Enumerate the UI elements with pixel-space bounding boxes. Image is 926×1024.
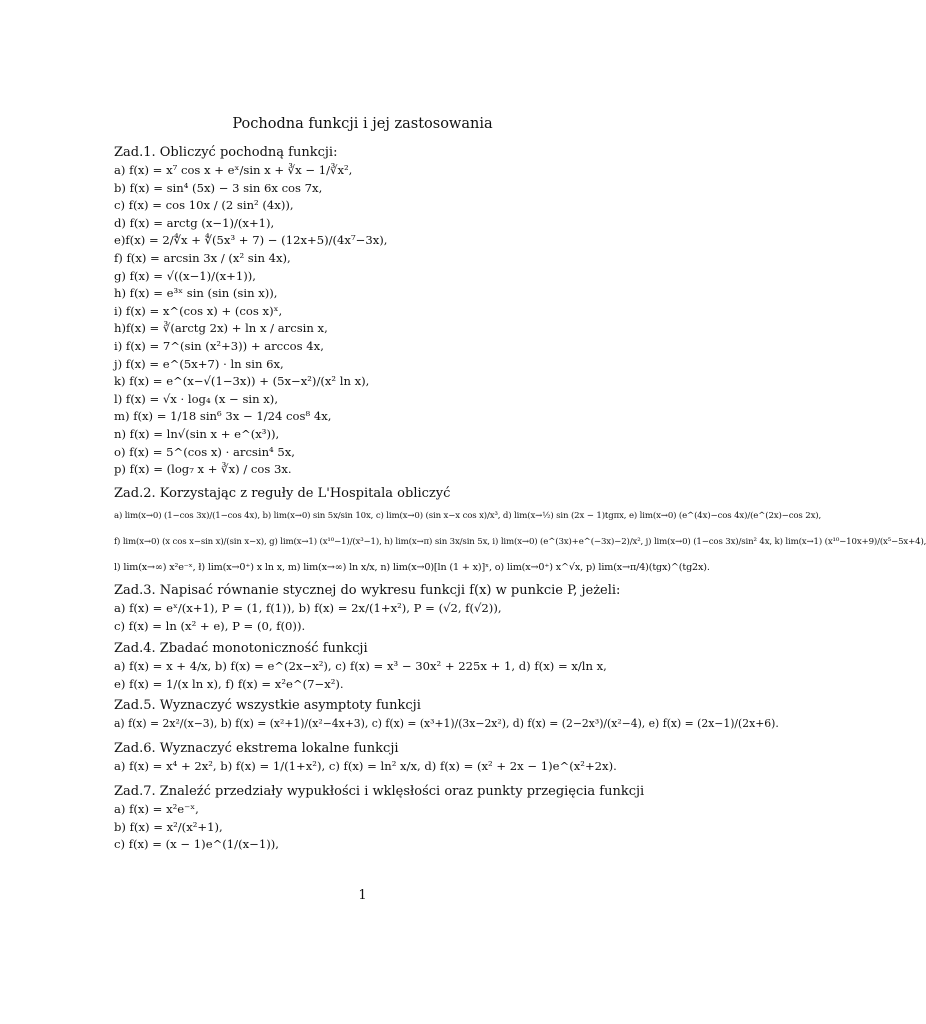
exercise-line: a) f(x) = x + 4/x, b) f(x) = e^(2x−x²), c) f(x) = x³ − 30x² + 225x + 1, d) f(x) = x/ln x, [114,659,607,673]
exercise-2 [114,486,926,581]
page-title: Pochodna funkcji i jej zastosowania [232,116,493,132]
exercise-1 [114,145,659,479]
exercise-line: f) lim(x→0) (x cos x−sin x)/(sin x−x), g) lim(x→1) (x¹⁰−1)/(x³−1), h) lim(x→π) sin 3x/sin 5x, i) lim(x→0) (e^(3x)+e^(−3x)−2)/x², j) lim(x→0) (1−cos 3x)/sin² 4x, k) lim(x→1) (x¹⁰−10x+9)/(x⁵−5x+4), [114,537,926,547]
exercise-line: a) f(x) = x²e⁻ˣ, [114,802,199,816]
exercise-line: d) f(x) = arctg (x−1)/(x+1), [114,215,275,230]
exercise-line: c) f(x) = cos 10x / (2 sin² (4x)), [114,198,294,213]
exercise-line: a) f(x) = x⁷ cos x + eˣ/sin x + ∛x − 1/∛x², [114,163,353,177]
exercise-line: o) f(x) = 5^(cos x) · arcsin⁴ 5x, [114,444,295,459]
exercise-line: k) f(x) = e^(x−√(1−3x)) + (5x−x²)/(x² ln x), [114,374,370,389]
exercise-7 [114,784,659,854]
exercise-line: e)f(x) = 2/∜x + ∜(5x³ + 7) − (12x+5)/(4x⁷−3x), [114,233,388,248]
exercise-5 [114,698,779,733]
exercise-line: m) f(x) = 1/18 sin⁶ 3x − 1/24 cos⁸ 4x, [114,409,332,424]
exercise-line: a) f(x) = 2x²/(x−3), b) f(x) = (x²+1)/(x²−4x+3), c) f(x) = (x³+1)/(3x−2x²), d) f(x) = (2−2x³)/(x²−4), e) f(x) = (2x−1)/(2x+6). [114,717,779,730]
exercise-line: c) f(x) = (x − 1)e^(1/(x−1)), [114,837,279,852]
exercise-line: a) f(x) = x⁴ + 2x², b) f(x) = 1/(1+x²), c) f(x) = ln² x/x, d) f(x) = (x² + 2x − 1)e^(x²+2x). [114,759,617,773]
exercise-line: g) f(x) = √((x−1)/(x+1)), [114,268,256,283]
exercise-line: j) f(x) = e^(5x+7) · ln sin 6x, [114,356,284,371]
exercise-line: a) f(x) = eˣ/(x+1), P = (1, f(1)), b) f(x) = 2x/(1+x²), P = (√2, f(√2)), [114,601,502,615]
exercise-heading: Zad.3. Napisać równanie stycznej do wykresu funkcji f(x) w punkcie P, jeżeli: [114,583,621,598]
exercise-line: b) f(x) = sin⁴ (5x) − 3 sin 6x cos 7x, [114,180,323,195]
exercise-line: n) f(x) = ln√(sin x + e^(x³)), [114,426,280,441]
exercise-line: h)f(x) = ∛(arctg 2x) + ln x / arcsin x, [114,321,328,336]
exercise-line: l) lim(x→∞) x²e⁻ˣ, ł) lim(x→0⁺) x ln x, m) lim(x→∞) ln x/x, n) lim(x→0)[ln (1 + x)]ˣ, o) lim(x→0⁺) x^√x, p) lim(x→π/4)(tgx)^(tg2x). [114,562,710,573]
exercise-6 [114,741,659,776]
exercise-line: a) lim(x→0) (1−cos 3x)/(1−cos 4x), b) lim(x→0) sin 5x/sin 10x, c) lim(x→0) (sin x−x cos x)/x³, d) lim(x→½) sin (2x − 1)tgπx, e) lim(x→0) (e^(4x)−cos 4x)/(e^(2x)−cos 2x), [114,511,822,521]
exercise-line: i) f(x) = x^(cos x) + (cos x)ˣ, [114,303,283,318]
exercise-4 [114,641,659,693]
exercise-heading: Zad.7. Znaleźć przedziały wypukłości i wklęsłości oraz punkty przegięcia funkcji [114,784,645,799]
exercise-heading: Zad.5. Wyznaczyć wszystkie asymptoty funkcji [114,698,421,713]
exercise-3 [114,583,659,635]
exercise-line: h) f(x) = e³ˣ sin (sin (sin x)), [114,286,278,301]
exercise-line: p) f(x) = (log₇ x + ∛x) / cos 3x. [114,462,292,477]
exercise-heading: Zad.6. Wyznaczyć ekstrema lokalne funkcji [114,741,399,756]
exercise-line: f) f(x) = arcsin 3x / (x² sin 4x), [114,250,291,265]
exercise-line: e) f(x) = 1/(x ln x), f) f(x) = x²e^(7−x²). [114,676,344,691]
exercise-line: l) f(x) = √x · log₄ (x − sin x), [114,391,279,406]
exercise-line: b) f(x) = x²/(x²+1), [114,819,223,834]
page-number: 1 [358,888,367,903]
exercise-line: c) f(x) = ln (x² + e), P = (0, f(0)). [114,618,306,633]
exercise-heading: Zad.4. Zbadać monotoniczność funkcji [114,641,368,656]
exercise-line: i) f(x) = 7^(sin (x²+3)) + arccos 4x, [114,338,324,353]
exercise-heading: Zad.2. Korzystając z reguły de L'Hospitala obliczyć [114,486,451,501]
exercise-heading: Zad.1. Obliczyć pochodną funkcji: [114,145,338,160]
